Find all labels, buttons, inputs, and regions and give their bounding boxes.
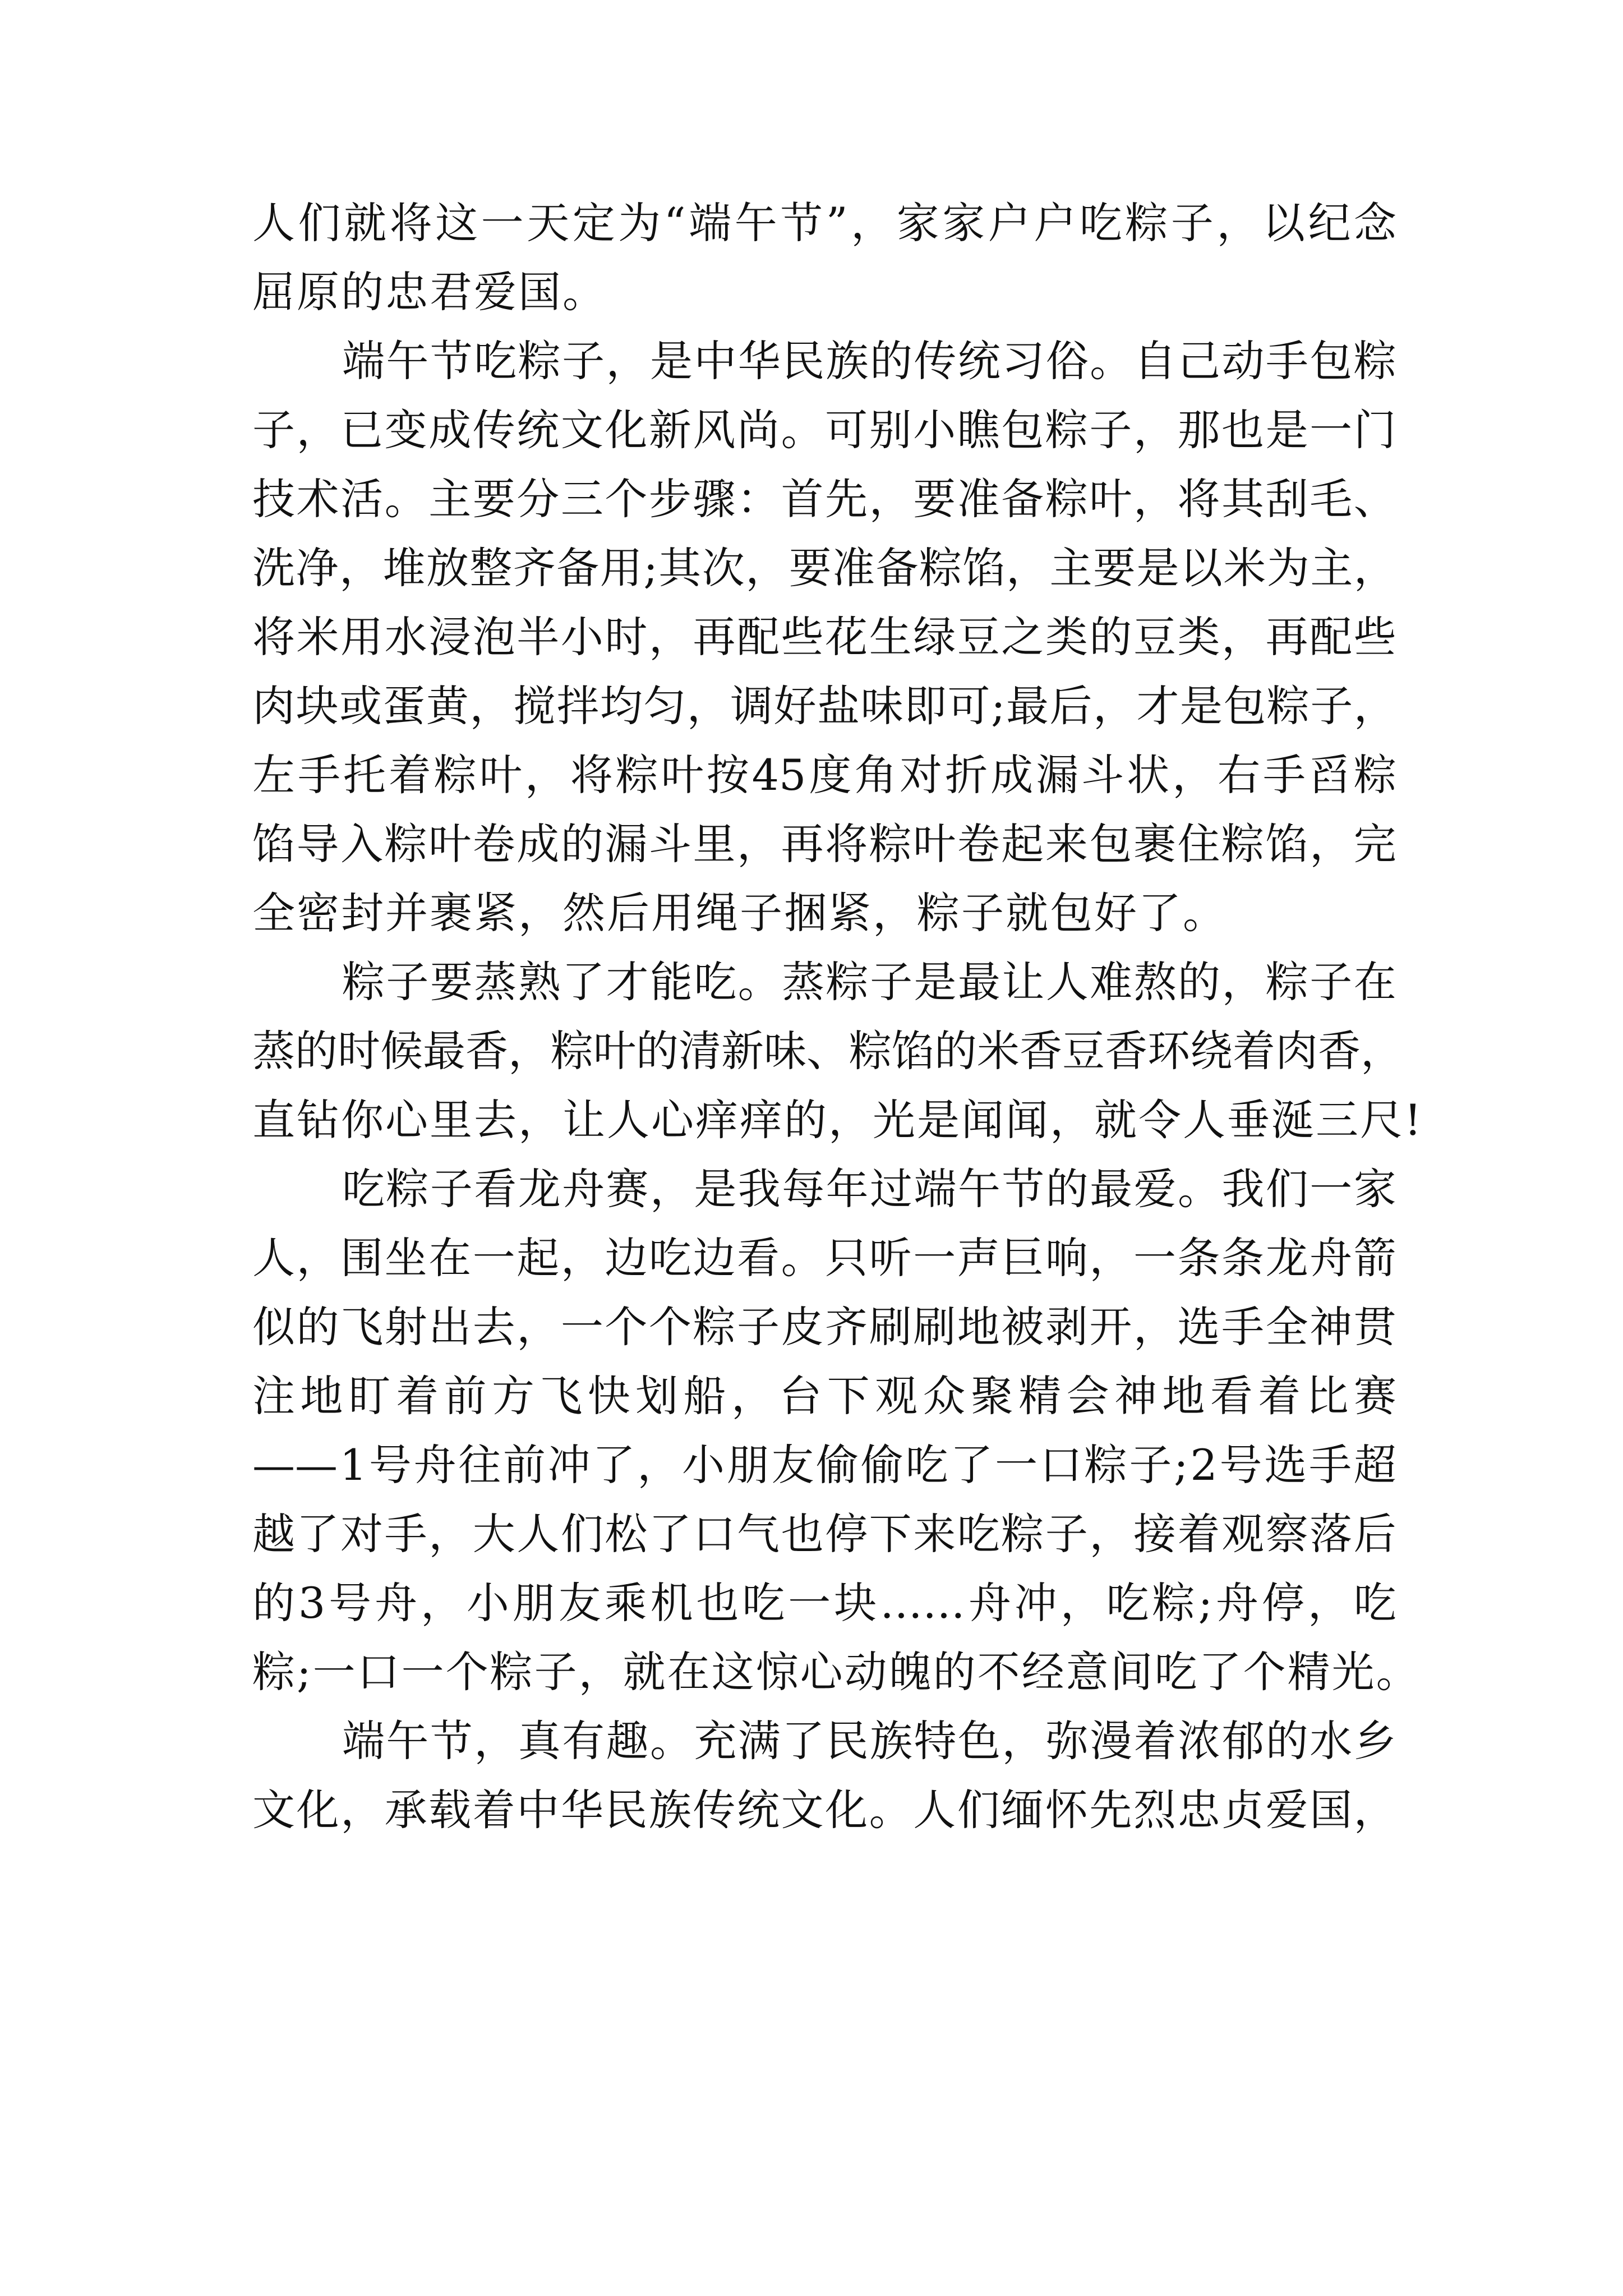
text-line: 全密封并裹紧，然后用绳子捆紧，粽子就包好了。 <box>252 888 1227 938</box>
text-line: 粽 子 要 蒸 熟 了 才 能 吃 。 蒸 粽 子 是 最 让 人 难 熬 的 ， 粽 子 在 <box>342 957 1396 1007</box>
text-line: 子 ， 已 变 成 传 统 文 化 新 风 尚 。 可 别 小 瞧 包 粽 子 ， 那 也 是 一 门 <box>252 405 1396 455</box>
text-line: 馅 导 入 粽 叶 卷 成 的 漏 斗 里 ， 再 将 粽 叶 卷 起 来 包 裹 住 粽 馅 ， 完 <box>252 819 1396 869</box>
paragraph <box>252 1154 1421 1706</box>
text-line: —— 1 号 舟 往 前 冲 了 ， 小 朋 友 偷 偷 吃 了 一 口 粽 子 ; 2 号 选 手 超 <box>252 1440 1396 1490</box>
paragraph <box>252 326 1396 947</box>
text-line: 注 地 盯 着 前 方 飞 快 划 船 ， 台 下 观 众 聚 精 会 神 地 看 着 比 赛 <box>252 1371 1396 1421</box>
text-line: 似 的 飞 射 出 去 ， 一 个 个 粽 子 皮 齐 刷 刷 地 被 剥 开 ， 选 手 全 神 贯 <box>252 1302 1396 1352</box>
paragraph <box>252 1706 1396 1844</box>
text-line: 屈原的忠君爱国。 <box>252 267 607 317</box>
text-line: 端 午 节 吃 粽 子 ， 是 中 华 民 族 的 传 统 习 俗 。 自 己 动 手 包 粽 <box>342 336 1396 386</box>
text-line: 人 们 就 将 这 一 天 定 为 “ 端 午 节 ” ， 家 家 户 户 吃 粽 子 ， 以 纪 念 <box>252 198 1396 248</box>
text-line: 直钻你心里去，让人心痒痒的，光是闻闻，就令人垂涎三尺! <box>252 1095 1423 1145</box>
text-line: 的 3 号 舟 ， 小 朋 友 乘 机 也 吃 一 块 …… 舟 冲 ， 吃 粽 ; 舟 停 ， 吃 <box>252 1578 1396 1628</box>
text-line: 吃 粽 子 看 龙 舟 赛 ， 是 我 每 年 过 端 午 节 的 最 爱 。 我 们 一 家 <box>342 1164 1396 1214</box>
text-line: 将 米 用 水 浸 泡 半 小 时 ， 再 配 些 花 生 绿 豆 之 类 的 豆 类 ， 再 配 些 <box>252 612 1396 662</box>
text-line: 粽;一口一个粽子，就在这惊心动魄的不经意间吃了个精光。 <box>252 1647 1421 1697</box>
text-line: 技 术 活 。 主 要 分 三 个 步 骤 ： 首 先 ， 要 准 备 粽 叶 ， 将 其 刮 毛 、 <box>252 474 1396 524</box>
text-line: 洗 净 ， 堆 放 整 齐 备 用 ; 其 次 ， 要 准 备 粽 馅 ， 主 要 是 以 米 为 主 ， <box>252 543 1396 593</box>
text-line: 文 化 ， 承 载 着 中 华 民 族 传 统 文 化 。 人 们 缅 怀 先 烈 忠 贞 爱 国 ， <box>252 1785 1396 1835</box>
text-line: 肉 块 或 蛋 黄 ， 搅 拌 均 匀 ， 调 好 盐 味 即 可 ; 最 后 ， 才 是 包 粽 子 ， <box>252 681 1396 731</box>
text-line: 越 了 对 手 ， 大 人 们 松 了 口 气 也 停 下 来 吃 粽 子 ， 接 着 观 察 落 后 <box>252 1509 1396 1559</box>
text-line: 蒸 的 时 候 最 香 ， 粽 叶 的 清 新 味 、 粽 馅 的 米 香 豆 香 环 绕 着 肉 香 ， <box>252 1026 1403 1076</box>
paragraph <box>252 947 1423 1154</box>
text-line: 端 午 节 ， 真 有 趣 。 充 满 了 民 族 特 色 ， 弥 漫 着 浓 郁 的 水 乡 <box>342 1716 1396 1766</box>
paragraph <box>252 188 1396 326</box>
text-line: 人 ， 围 坐 在 一 起 ， 边 吃 边 看 。 只 听 一 声 巨 响 ， 一 条 条 龙 舟 箭 <box>252 1233 1396 1283</box>
text-line: 左 手 托 着 粽 叶 ， 将 粽 叶 按 45 度 角 对 折 成 漏 斗 状 ， 右 手 舀 粽 <box>252 750 1396 800</box>
article-body <box>252 188 1423 1844</box>
